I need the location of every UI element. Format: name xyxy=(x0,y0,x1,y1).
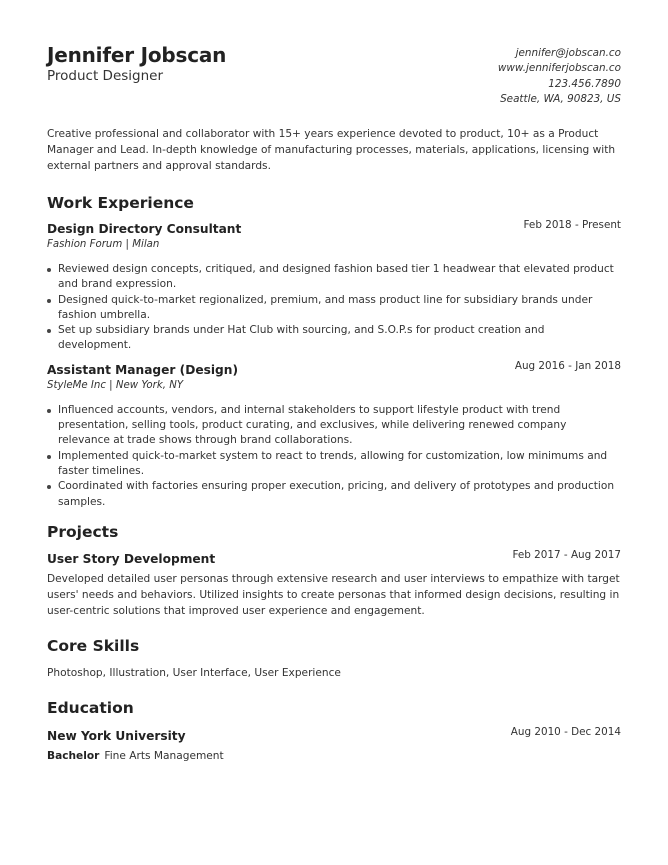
job-entry xyxy=(47,359,621,510)
degree xyxy=(47,749,621,765)
section-heading-skills: Core Skills xyxy=(47,636,140,655)
bullet-item: Coordinated with factories ensuring proper execution, pricing, and delivery of prototypes and production samples. xyxy=(47,479,621,510)
summary: Creative professional and collaborator with 15+ years experience devoted to product, 10+ as a Product Manager and Lead. In-depth knowledge of manufacturing processes, materials, applications, licensing with external partners and approval standards. xyxy=(47,128,616,172)
resume-header xyxy=(47,40,621,114)
job-entry xyxy=(47,221,621,354)
bullet-item: Implemented quick-to-market system to react to trends, allowing for customization, low minimums and faster timelines. xyxy=(47,449,621,480)
job-title: Design Directory Consultant xyxy=(47,222,242,236)
project-dates: Feb 2017 - Aug 2017 xyxy=(512,548,621,561)
bullet-item: Set up subsidiary brands under Hat Club with sourcing, and S.O.P.s for product creation and development. xyxy=(47,323,621,354)
contact-location: Seattle, WA, 90823, US xyxy=(500,93,621,106)
job-bullets xyxy=(47,403,621,510)
job-dates: Feb 2018 - Present xyxy=(523,219,621,231)
project-title: User Story Development xyxy=(47,551,216,566)
school-name: New York University xyxy=(47,729,186,744)
section-heading-projects: Projects xyxy=(47,522,119,541)
degree-field: Fine Arts Management xyxy=(104,750,224,763)
project-entry xyxy=(47,548,621,619)
bullet-item: Designed quick-to-market regionalized, premium, and mass product line for subsidiary brands under fashion umbrella. xyxy=(47,293,621,324)
job-title: Assistant Manager (Design) xyxy=(47,362,239,377)
job-bullets xyxy=(47,262,621,354)
candidate-name: Jennifer Jobscan xyxy=(47,43,227,67)
skills-list: Photoshop, Illustration, User Interface, User Experience xyxy=(47,666,341,679)
job-company: StyleMe Inc | New York, NY xyxy=(47,379,184,391)
project-description: Developed detailed user personas through extensive research and user interviews to empathize with target users' needs and behaviors. Utilized insights to create personas that informed design decisions, resulting in user-centric solutions that improved user experience and engagement. xyxy=(47,572,620,617)
candidate-title: Product Designer xyxy=(47,68,164,84)
degree-label: Bachelor xyxy=(47,750,100,763)
education-dates: Aug 2010 - Dec 2014 xyxy=(510,726,621,739)
job-company: Fashion Forum | Milan xyxy=(47,239,160,250)
education-entry xyxy=(47,728,621,765)
job-dates: Aug 2016 - Jan 2018 xyxy=(514,359,621,372)
section-heading-education: Education xyxy=(47,699,134,718)
contact-phone: 123.456.7890 xyxy=(548,77,621,90)
contact-block xyxy=(498,46,621,108)
contact-email: jennifer@jobscan.co xyxy=(515,47,621,59)
bullet-item: Reviewed design concepts, critiqued, and designed fashion based tier 1 headwear that elevated product and brand expression. xyxy=(47,262,621,293)
section-heading-work: Work Experience xyxy=(47,194,194,212)
contact-website: www.jenniferjobscan.co xyxy=(497,62,621,75)
bullet-item: Influenced accounts, vendors, and internal stakeholders to support lifestyle product with trend presentation, selling tools, product curating, and exclusives, while delivering renewed company relevance at trade shows through brand collaborations. xyxy=(47,403,621,449)
